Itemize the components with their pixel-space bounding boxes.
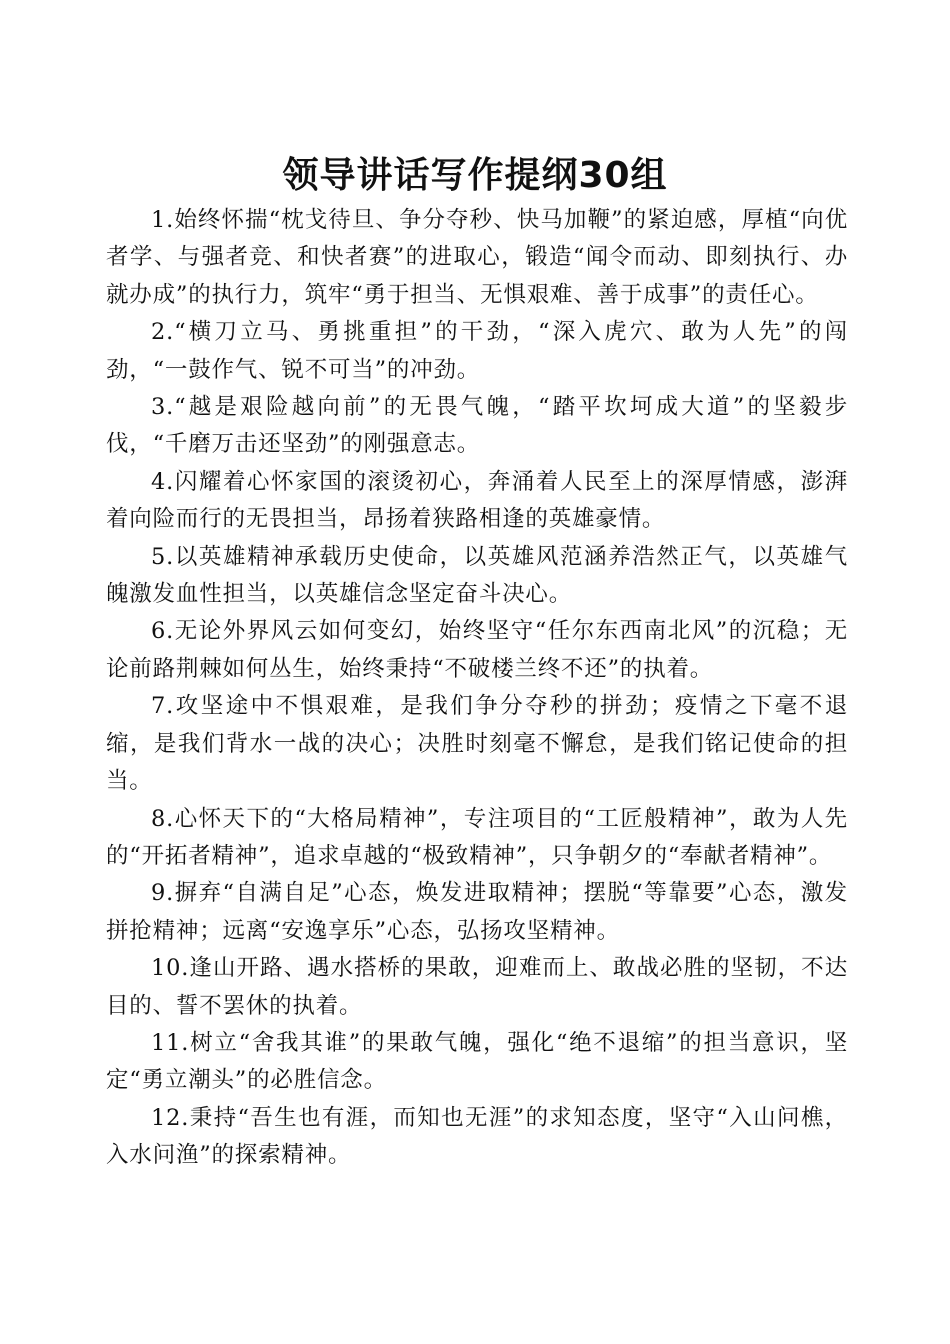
- document-body: [106, 202, 848, 1175]
- paragraph-5: 5.以英雄精神承载历史使命，以英雄风范涵养浩然正气，以英雄气魄激发血性担当，以英雄信念坚定奋斗决心。: [106, 543, 848, 608]
- paragraph-8: 8.心怀天下的“大格局精神”，专注项目的“工匠般精神”，敢为人先的“开拓者精神”，追求卓越的“极致精神”，只争朝夕的“奉献者精神”。: [106, 805, 848, 869]
- paragraph-7: 7.攻坚途中不惧艰难，是我们争分夺秒的拼劲；疫情之下毫不退缩，是我们背水一战的决心；决胜时刻毫不懈怠，是我们铭记使命的担当。: [106, 693, 848, 795]
- paragraph-11: 11.树立“舍我其谁”的果敢气魄，强化“绝不退缩”的担当意识，坚定“勇立潮头”的必胜信念。: [106, 1029, 848, 1094]
- paragraph-9: 9.摒弃“自满自足”心态，焕发进取精神；摆脱“等靠要”心态，激发拼抢精神；远离“安逸享乐”心态，弘扬攻坚精神。: [106, 880, 848, 944]
- paragraph-12: 12.秉持“吾生也有涯，而知也无涯”的求知态度，坚守“入山问樵，入水问渔”的探索精神。: [106, 1104, 848, 1169]
- paragraph-10: 10.逢山开路、遇水搭桥的果敢，迎难而上、敢战必胜的坚韧，不达目的、誓不罢休的执着。: [106, 955, 848, 1019]
- paragraph-4: 4.闪耀着心怀家国的滚烫初心，奔涌着人民至上的深厚情感，澎湃着向险而行的无畏担当，昂扬着狭路相逢的英雄豪情。: [106, 468, 848, 533]
- paragraph-3: 3.“越是艰险越向前”的无畏气魄，“踏平坎坷成大道”的坚毅步伐，“千磨万击还坚劲”的刚强意志。: [106, 394, 848, 458]
- paragraph-1: 1.始终怀揣“枕戈待旦、争分夺秒、快马加鞭”的紧迫感，厚植“向优者学、与强者竞、和快者赛”的进取心，锻造“闻令而动、即刻执行、办就办成”的执行力，筑牢“勇于担当、无惧艰难、善于成事”的责任心。: [106, 207, 848, 308]
- paragraph-2: 2.“横刀立马、勇挑重担”的干劲，“深入虎穴、敢为人先”的闯劲，“一鼓作气、锐不可当”的冲劲。: [106, 319, 848, 383]
- paragraph-6: 6.无论外界风云如何变幻，始终坚守“任尔东西南北风”的沉稳；无论前路荆棘如何丛生，始终秉持“不破楼兰终不还”的执着。: [106, 618, 848, 682]
- document-title: 领导讲话写作提纲30组: [282, 155, 668, 197]
